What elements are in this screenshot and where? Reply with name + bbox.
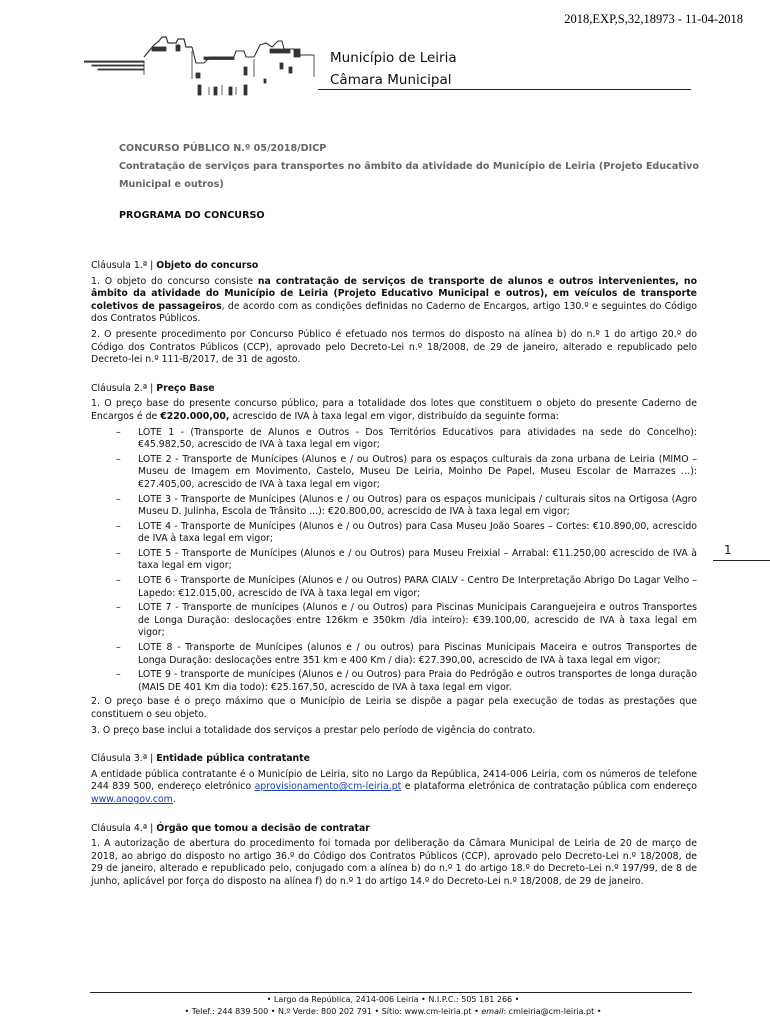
title-block bbox=[119, 140, 709, 225]
page-number-rule bbox=[713, 560, 770, 561]
document-stamp: 2018,EXP,S,32,18973 - 11-04-2018 bbox=[564, 12, 743, 26]
platform-link[interactable]: www.anogov.com bbox=[91, 793, 173, 805]
clause-2-paragraph-3: 3. O preço base inclui a totalidade dos serviços a prestar pelo período de vigência do contrato. bbox=[91, 724, 536, 736]
list-item: – LOTE 9 - transporte de munícipes (Alunos e / ou Outros) para Praia do Pedrógão e outros transportes de longa duração (MAIS DE 401 Km dia todo): €25.167,50, acrescido de IVA à taxa legal em vigor. bbox=[116, 669, 697, 693]
header-rule bbox=[318, 89, 691, 90]
municipality-name: Município de Leiria bbox=[330, 50, 457, 66]
clause-4-paragraph-1: 1. A autorização de abertura do procedimento foi tomada por deliberação da Câmara Municipal de Leiria de 20 de março de 2018, ao abrigo do disposto no artigo 36.º do Código dos Contratos Públicos (CCP), aprovado pelo Decreto-Lei n.º 18/2008, de 29 de janeiro, alterado e republicado pelo, conjugado com a alínea b) do n.º 1 do artigo 18.º do Decreto-Lei n.º 197/99, de 8 de junho, aplicável por força do disposto na alínea f) do n.º 1 do artigo 14.º do Decreto-Lei n.º 18/2008, de 29 de janeiro. bbox=[91, 838, 697, 887]
concurso-number: CONCURSO PÚBLICO N.º 05/2018/DICP bbox=[119, 143, 327, 154]
footer-rule bbox=[90, 992, 692, 993]
list-item: – LOTE 2 - Transporte de Munícipes (Alunos e / ou Outros) para os espaços culturais da zona urbana de Leiria (MIMO – Museu de Imagem em Movimento, Castelo, Museu De Leiria, Moinho De Papel, Museu Escolar de Marrazes ...): €27.405,00, acrescido de IVA à taxa legal em vigor; bbox=[116, 453, 697, 490]
clause-3-paragraph-1: A entidade pública contratante é o Município de Leiria, sito no Largo da República, 2414-006 Leiria, com os números de telefone 244 839 500, endereço eletrónico aprovisionamento@cm-leiria.pt e plataforma eletrónica de contratação pública com endereço www.anogov.com. bbox=[91, 768, 697, 805]
clause-1-heading: Cláusula 1.ª | Objeto do concurso bbox=[91, 260, 259, 271]
clause-4-heading: Cláusula 4.ª | Órgão que tomou a decisão de contratar bbox=[91, 822, 370, 834]
clause-1-paragraph-1: 1. O objeto do concurso consiste na contratação de serviços de transporte de alunos e outros intervenientes, no âmbito da atividade do Município de Leiria (Projeto Educativo Municipal e outros), em veículos de transporte coletivos de passageiros, de acordo com as condições definidas no Caderno de Encargos, artigo 130.º e seguintes do Código dos Contratos Públicos. bbox=[91, 275, 697, 325]
list-item: – LOTE 1 - (Transporte de Alunos e Outros - Dos Territórios Educativos para atividades na sede do Concelho): €45.982,50, acrescido de IVA à taxa legal em vigor; bbox=[116, 426, 697, 451]
programa-title: PROGRAMA DO CONCURSO bbox=[119, 210, 265, 221]
municipality-chamber: Câmara Municipal bbox=[330, 72, 452, 88]
list-item: – LOTE 5 - Transporte de Munícipes (Alunos e / ou Outros) para Museu Freixial – Arrabal: €11.250,00 acrescido de IVA à taxa legal em vigor; bbox=[116, 547, 697, 572]
concurso-description: Contratação de serviços para transportes no âmbito da atividade do Município de Leiria (Projeto Educativo Municipal e outros) bbox=[119, 161, 700, 190]
clause-2-paragraph-2: 2. O preço base é o preço máximo que o Município de Leiria se dispõe a pagar pela execução de todas as prestações que constituem o seu objeto. bbox=[91, 696, 697, 720]
lots-list bbox=[91, 427, 697, 695]
footer-address: • Largo da República, 2414-006 Leiria • N.I.P.C.: 505 181 266 • bbox=[266, 995, 520, 1004]
page-number: 1 bbox=[724, 543, 732, 557]
leiria-castle-logo bbox=[84, 27, 319, 99]
footer bbox=[90, 994, 696, 1017]
document-body bbox=[91, 260, 697, 892]
list-item: – LOTE 6 - Transporte de Munícipes (Alunos e / ou Outros) PARA CIALV - Centro De Interpretação Abrigo Do Lagar Velho – Lapedo: €12.015,00, acrescido de IVA à taxa legal em vigor; bbox=[116, 575, 697, 599]
clause-2-paragraph-1: 1. O preço base do presente concurso público, para a totalidade dos lotes que constituem o objeto do presente Caderno de Encargos é de €220.000,00, acrescido de IVA à taxa legal em vigor, distribuído da seguinte forma: bbox=[91, 398, 697, 422]
clause-2-heading: Cláusula 2.ª | Preço Base bbox=[91, 382, 215, 394]
list-item: – LOTE 3 - Transporte de Munícipes (Alunos e / ou Outros) para os espaços municipais / culturais sitos na Ortigosa (Agro Museu D. Julinha, Escola de Trânsito ...): €20.800,00, acrescido de IVA à taxa legal em vigor; bbox=[116, 493, 697, 518]
municipality-header bbox=[330, 47, 457, 91]
email-link[interactable]: aprovisionamento@cm-leiria.pt bbox=[254, 781, 402, 793]
list-item: – LOTE 7 - Transporte de munícipes (Alunos e / ou Outros) para Piscinas Municipais Caranguejeira e outros Transportes de Longa Duração: deslocações entre 126km e 350km /dia inteiro): €39.100,00, acrescido de IVA à taxa legal em vigor; bbox=[116, 602, 697, 639]
clause-3-heading: Cláusula 3.ª | Entidade pública contratante bbox=[91, 753, 310, 765]
list-item: – LOTE 4 - Transporte de Munícipes (Alunos e / ou Outros) para Casa Museu João Soares – Cortes: €10.890,00, acrescido de IVA à taxa legal em vigor; bbox=[116, 520, 697, 545]
footer-contacts: • Telef.: 244 839 500 • N.º Verde: 800 202 791 • Sítio: www.cm-leiria.pt • email: cmleiria@cm-leiria.pt • bbox=[184, 1006, 602, 1016]
clause-1-paragraph-2: 2. O presente procedimento por Concurso Público é efetuado nos termos do disposto na alínea b) do n.º 1 do artigo 20.º do Código dos Contratos Públicos (CCP), aprovado pelo Decreto-Lei n.º 18/2008, de 29 de janeiro, alterado e republicado pelo Decreto-lei n.º 111-B/2017, de 31 de agosto. bbox=[91, 328, 697, 366]
list-item: – LOTE 8 - Transporte de Munícipes (alunos e / ou outros) para Piscinas Municipais Maceira e outros Transportes de Longa Duração: deslocações entre 351 km e 400 Km / dia): €27.390,00, acrescido de IVA à taxa legal em vigor; bbox=[116, 642, 697, 666]
